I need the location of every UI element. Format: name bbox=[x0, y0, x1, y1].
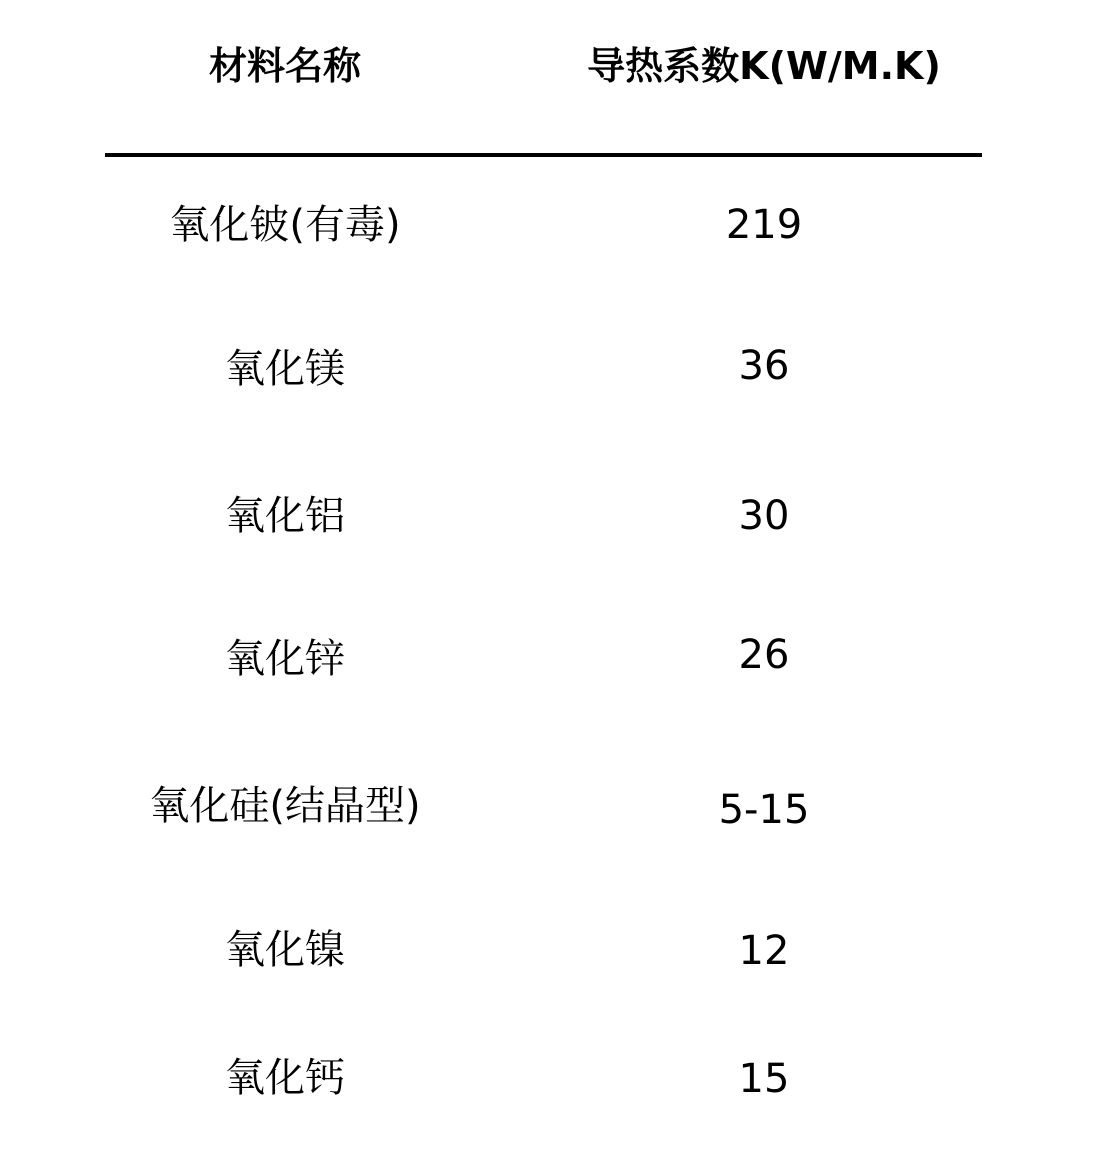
row-6-name: 氧化镍 bbox=[225, 927, 345, 973]
header-divider bbox=[105, 153, 982, 157]
row-2-name: 氧化镁 bbox=[225, 346, 345, 392]
row-4-value: 26 bbox=[738, 632, 790, 678]
row-3-value: 30 bbox=[738, 493, 790, 539]
row-4-name: 氧化锌 bbox=[225, 636, 345, 682]
row-7-value: 15 bbox=[738, 1056, 790, 1102]
row-3-name: 氧化铝 bbox=[225, 493, 345, 539]
row-1-name: 氧化铍(有毒) bbox=[169, 202, 401, 248]
row-5-value: 5-15 bbox=[718, 787, 810, 833]
header-material-name: 材料名称 bbox=[208, 44, 362, 88]
row-2-value: 36 bbox=[738, 343, 790, 389]
row-5-name: 氧化硅(结晶型) bbox=[149, 783, 421, 829]
row-1-value: 219 bbox=[725, 202, 803, 248]
header-thermal-conductivity: 导热系数K(W/M.K) bbox=[587, 44, 941, 88]
row-7-name: 氧化钙 bbox=[225, 1055, 345, 1101]
row-6-value: 12 bbox=[738, 928, 790, 974]
